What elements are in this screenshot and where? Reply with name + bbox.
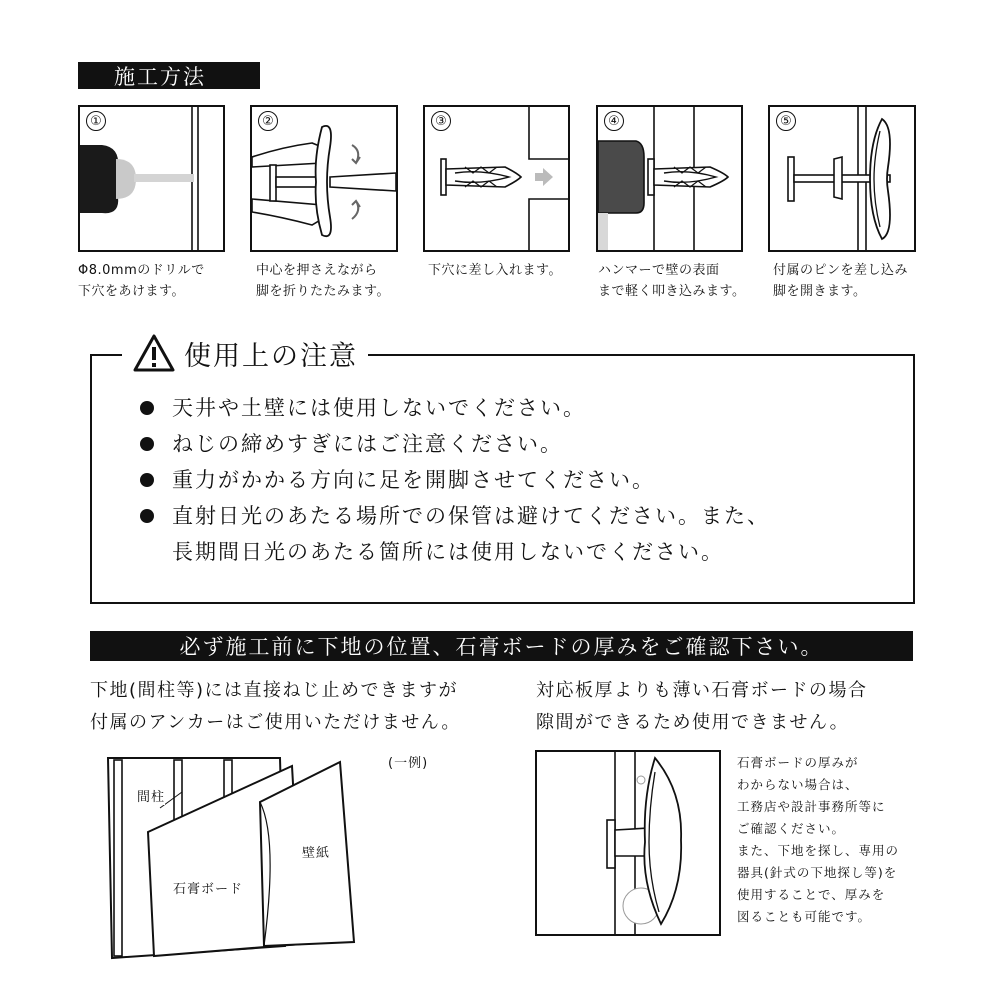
bullet-icon (140, 509, 154, 523)
step-4-number: ④ (604, 111, 624, 131)
bullet-icon (140, 401, 154, 415)
caution-item-text: ねじの締めすぎにはご注意ください。 (172, 432, 563, 456)
caution-item-text: 重力がかかる方向に足を開脚させてください。 (172, 468, 655, 492)
step-2-caption: 中心を押さえながら 脚を折りたたみます。 (256, 263, 390, 299)
step-1-illustration (78, 105, 225, 252)
step-4-illustration (596, 105, 743, 252)
wall-structure-diagram (100, 748, 400, 970)
caution-title: 使用上の注意 (184, 340, 358, 372)
stud-explanation: 下地(間柱等)には直接ねじ止めできますが 付属のアンカーはご使用いただけません。 (90, 680, 461, 733)
caution-header (122, 326, 368, 380)
method-title-text: 施工方法 (114, 64, 206, 89)
caution-item (140, 390, 910, 426)
step-1-caption: Φ8.0mmのドリルで 下穴をあけます。 (78, 263, 205, 299)
caution-item (140, 498, 910, 570)
step-2-number: ② (258, 111, 278, 131)
bullet-icon (140, 473, 154, 487)
caution-item (140, 462, 910, 498)
caution-list (140, 390, 910, 570)
thin-board-illustration (537, 752, 719, 934)
caution-item-text: 直射日光のあたる場所での保管は避けてください。また、 長期間日光のあたる箇所には使用しないでください。 (172, 504, 770, 564)
step-5-number: ⑤ (776, 111, 796, 131)
thickness-note: 石膏ボードの厚みが わからない場合は、 工務店や設計事務所等に ご確認ください。 また、下地を探し、専用の 器具(針式の下地探し等)を 使用することで、厚みを 図ることも可能です。 (737, 755, 900, 924)
example-label: (一例) (388, 756, 429, 771)
stud-label: 間柱 (137, 786, 165, 805)
step-2-illustration (250, 105, 398, 252)
thin-board-diagram (535, 750, 721, 936)
warning-triangle-icon (132, 333, 176, 373)
step-3-caption: 下穴に差し入れます。 (428, 263, 562, 278)
confirm-banner (90, 631, 913, 661)
step-1-number: ① (86, 111, 106, 131)
section-title-method (78, 62, 260, 89)
step-3-illustration (423, 105, 570, 252)
caution-item (140, 426, 910, 462)
thin-board-explanation: 対応板厚よりも薄い石膏ボードの場合 隙間ができるため使用できません。 (536, 680, 868, 733)
bullet-icon (140, 437, 154, 451)
gypsum-board-label: 石膏ボード (173, 882, 244, 897)
step-5-illustration (768, 105, 916, 252)
step-3-number: ③ (431, 111, 451, 131)
wallpaper-label: 壁紙 (302, 846, 331, 861)
step-4-caption: ハンマーで壁の表面 まで軽く叩き込みます。 (598, 263, 746, 299)
confirm-banner-text: 必ず施工前に下地の位置、石膏ボードの厚みをご確認下さい。 (179, 635, 824, 659)
step-5-caption: 付属のピンを差し込み 脚を開きます。 (773, 263, 909, 299)
caution-item-text: 天井や土壁には使用しないでください。 (172, 396, 586, 420)
